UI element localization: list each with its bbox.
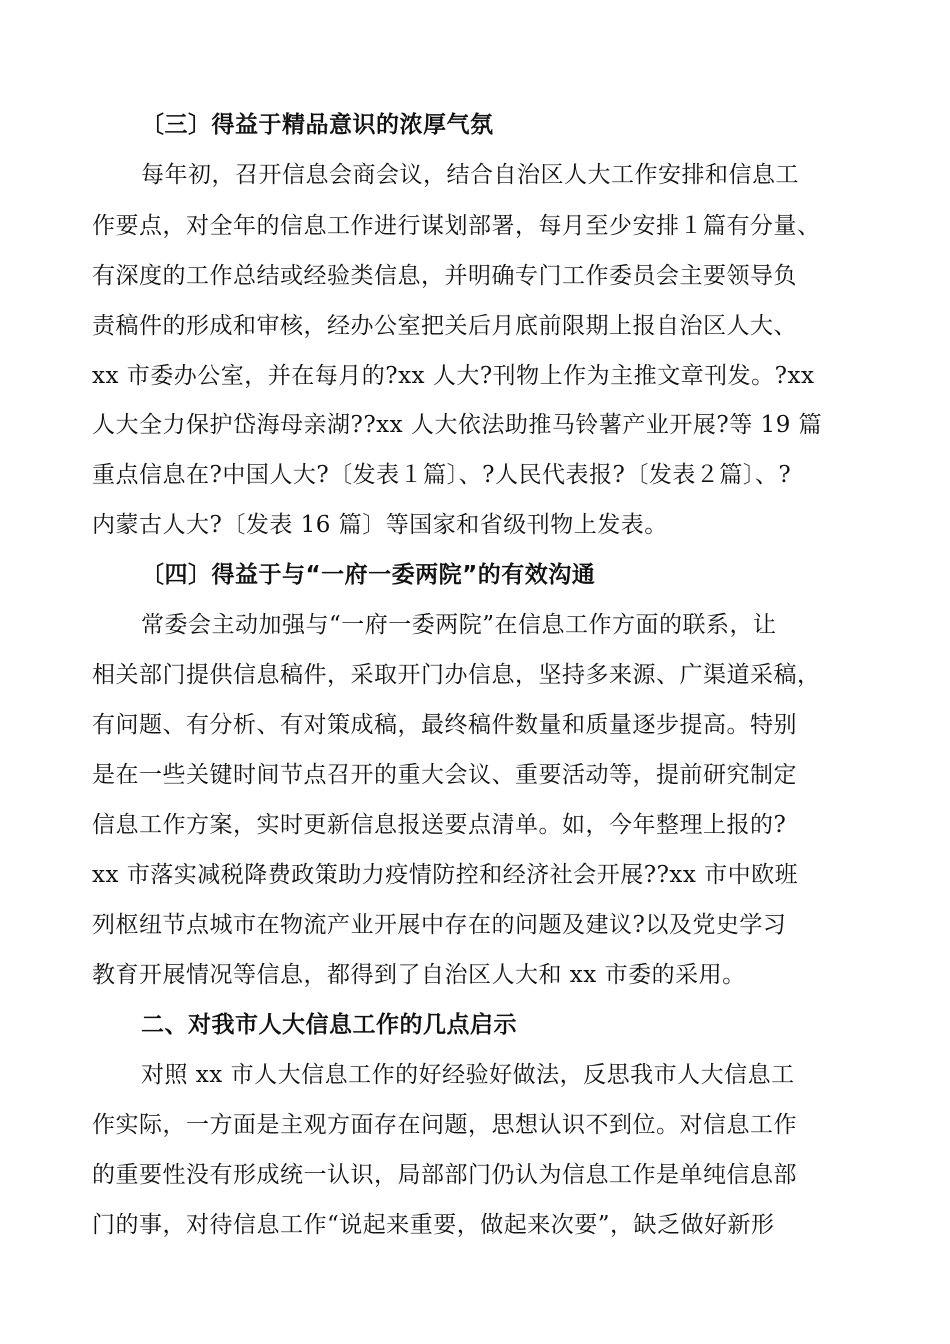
paragraph-line: 列枢纽节点城市在物流产业开展中存在的问题及建议?以及党史学习 bbox=[92, 912, 787, 938]
paragraph-line: 作实际，一方面是主观方面存在问题，思想认识不到位。对信息工作 bbox=[92, 1112, 797, 1138]
paragraph-line: 相关部门提供信息稿件，采取开门办信息，坚持多来源、广渠道采稿， bbox=[92, 662, 821, 688]
paragraph-line: 的重要性没有形成统一认识，局部部门仍认为信息工作是单纯信息部 bbox=[92, 1162, 797, 1188]
section-heading-3: 〔三〕得益于精品意识的浓厚气氛 bbox=[141, 112, 494, 138]
paragraph-line: 门的事，对待信息工作“说起来重要，做起来次要”，缺乏做好新形 bbox=[92, 1212, 775, 1238]
paragraph-line: xx 市落实减税降费政策助力疫情防控和经济社会开展??xx 市中欧班 bbox=[92, 862, 799, 888]
paragraph-line: 内蒙古人大?〔发表 16 篇〕等国家和省级刊物上发表。 bbox=[92, 512, 668, 538]
paragraph-line: 有问题、有分析、有对策成稿，最终稿件数量和质量逐步提高。特别 bbox=[92, 712, 797, 738]
paragraph-line: 对照 xx 市人大信息工作的好经验好做法，反思我市人大信息工 bbox=[141, 1062, 795, 1088]
paragraph-line: 责稿件的形成和审核，经办公室把关后月底前限期上报自治区人大、 bbox=[92, 313, 797, 339]
paragraph-line: 每年初，召开信息会商会议，结合自治区人大工作安排和信息工 bbox=[141, 162, 799, 188]
paragraph-line: 重点信息在?中国人大?〔发表１篇〕、?人民代表报?〔发表２篇〕、? bbox=[92, 462, 792, 488]
paragraph-line: 有深度的工作总结或经验类信息，并明确专门工作委员会主要领导负 bbox=[92, 263, 797, 289]
paragraph-line: 教育开展情况等信息，都得到了自治区人大和 xx 市委的采用。 bbox=[92, 962, 746, 988]
paragraph-line: 作要点，对全年的信息工作进行谋划部署，每月至少安排１篇有分量、 bbox=[92, 213, 821, 239]
paragraph-line: 常委会主动加强与“一府一委两院”在信息工作方面的联系，让 bbox=[141, 612, 777, 638]
chapter-heading-2: 二、对我市人大信息工作的几点启示 bbox=[141, 1012, 517, 1038]
paragraph-line: 信息工作方案，实时更新信息报送要点清单。如，今年整理上报的? bbox=[92, 812, 787, 838]
paragraph-line: 是在一些关键时间节点召开的重大会议、重要活动等，提前研究制定 bbox=[92, 762, 797, 788]
section-heading-4: 〔四〕得益于与“一府一委两院”的有效沟通 bbox=[141, 562, 596, 588]
paragraph-line: 人大全力保护岱海母亲湖??xx 人大依法助推马铃薯产业开展?等 19 篇 bbox=[92, 412, 823, 438]
paragraph-line: xx 市委办公室，并在每月的?xx 人大?刊物上作为主推文章刊发。?xx bbox=[92, 363, 815, 389]
